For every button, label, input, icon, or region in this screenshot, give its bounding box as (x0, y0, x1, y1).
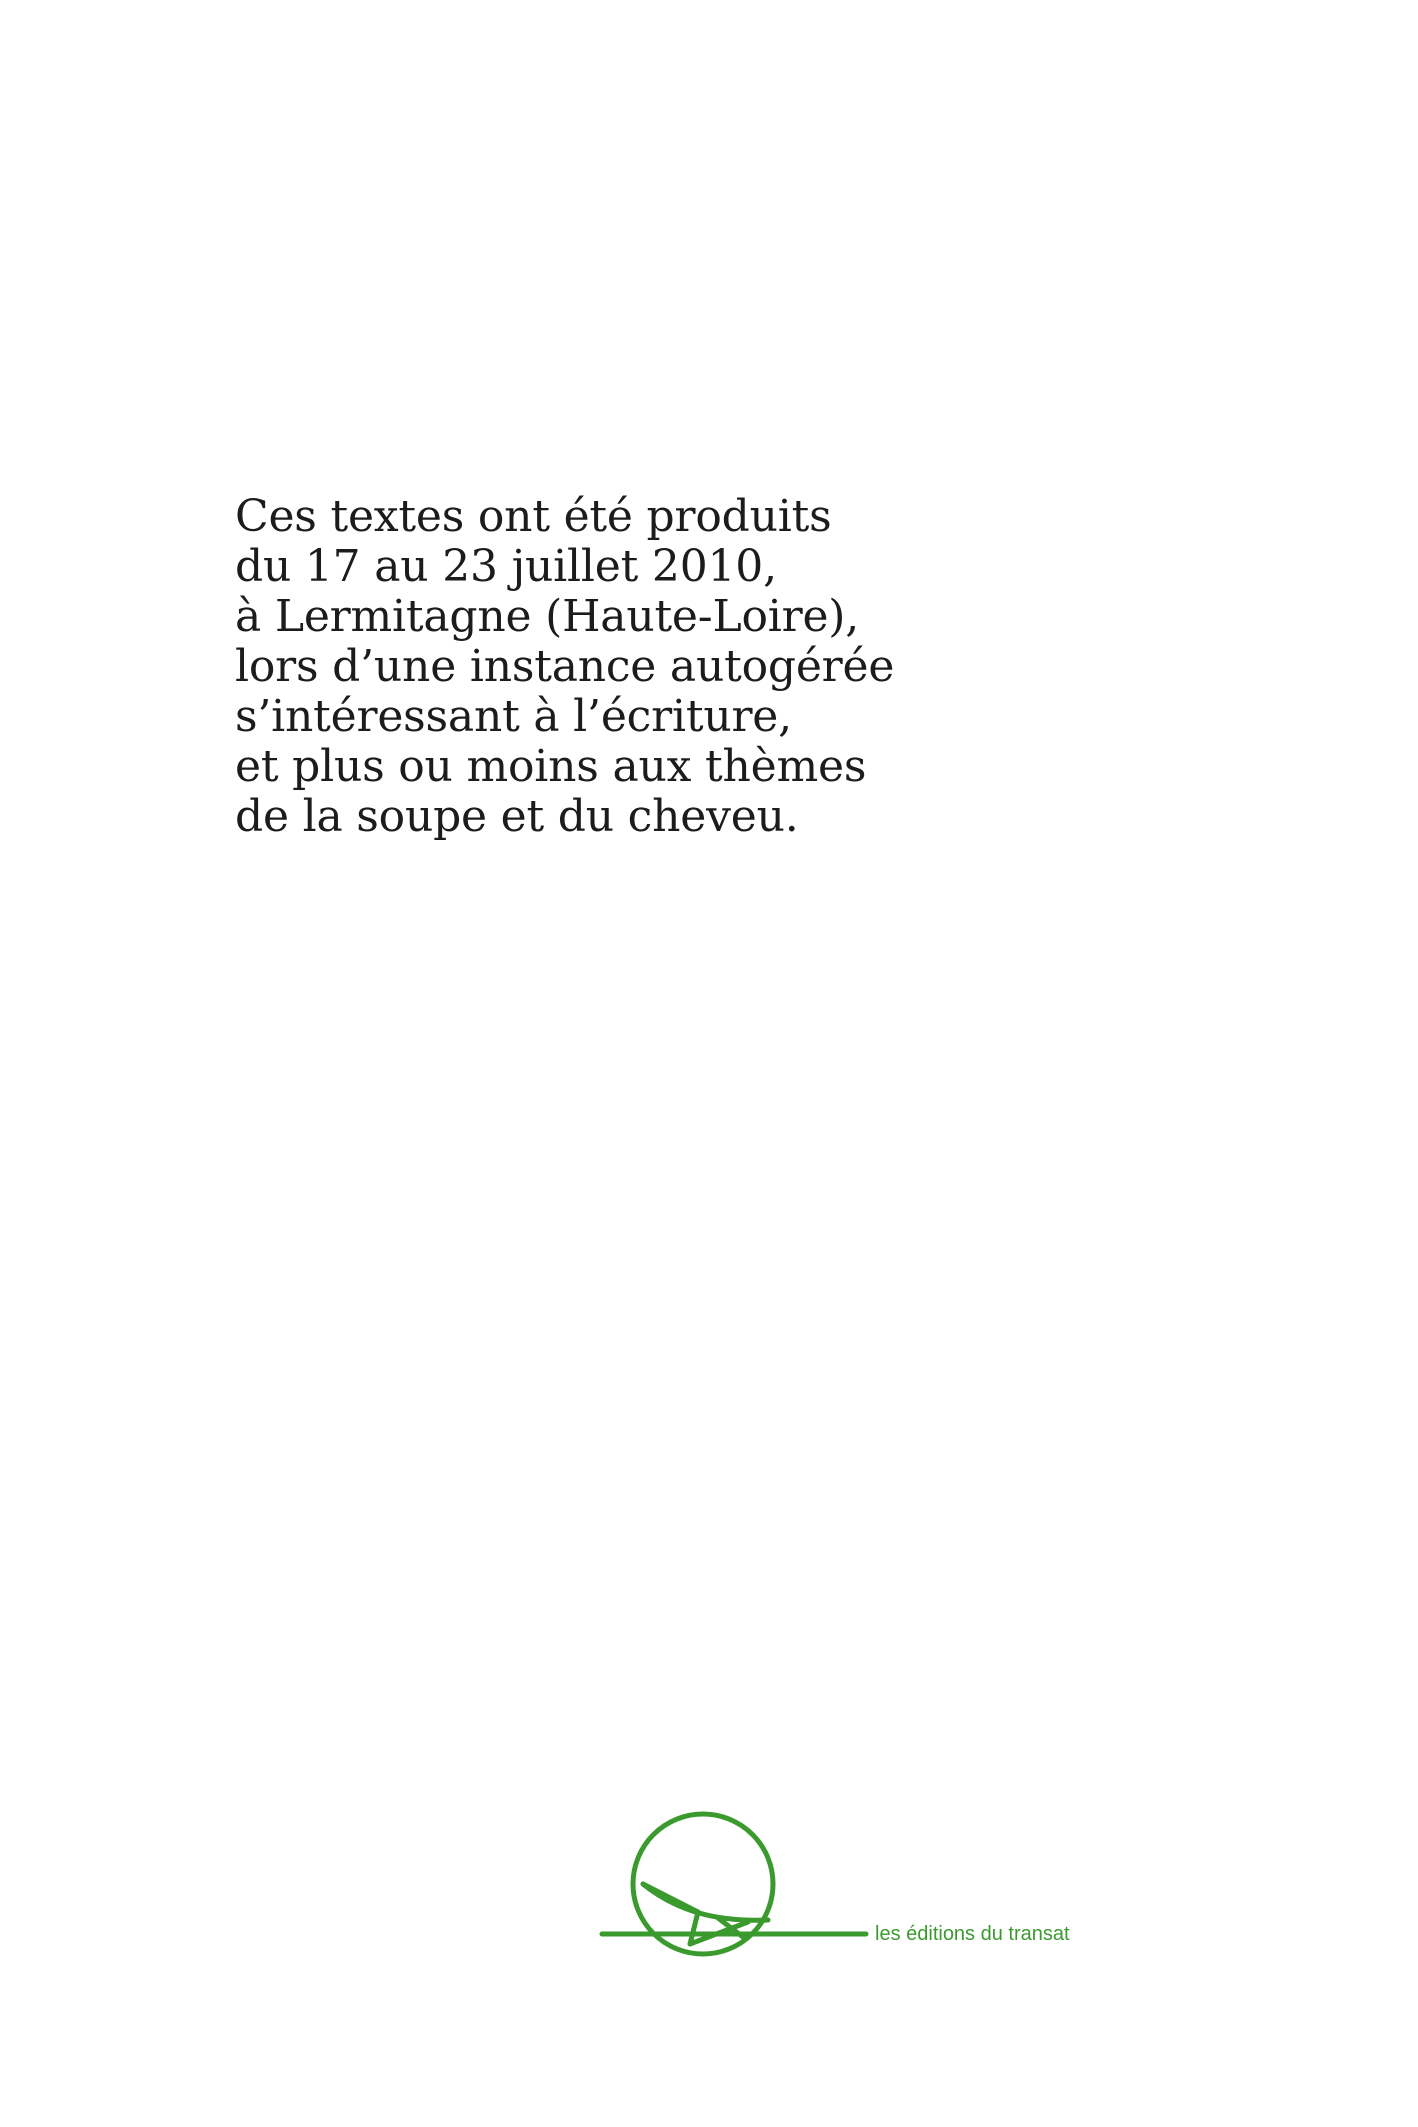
colophon-line-5: s’intéressant à l’écriture, (235, 691, 792, 742)
colophon-line-4: lors d’une instance autogérée (235, 641, 895, 692)
colophon-line-7: de la soupe et du cheveu. (235, 791, 799, 842)
logo-deckchair-frame-top (643, 1884, 698, 1912)
colophon-line-3: à Lermitagne (Haute-Loire), (235, 591, 860, 642)
colophon-line-1: Ces textes ont été produits (235, 491, 832, 542)
colophon-text (235, 492, 995, 842)
publisher-name: les éditions du transat (875, 1923, 1070, 1945)
transat-deckchair-circle-icon (598, 1822, 868, 1952)
logo-deckchair-canvas (643, 1884, 768, 1920)
colophon-line-6: et plus ou moins aux thèmes (235, 741, 867, 792)
publisher-imprint (598, 1822, 1118, 1972)
colophon-line-2: du 17 au 23 juillet 2010, (235, 541, 777, 592)
